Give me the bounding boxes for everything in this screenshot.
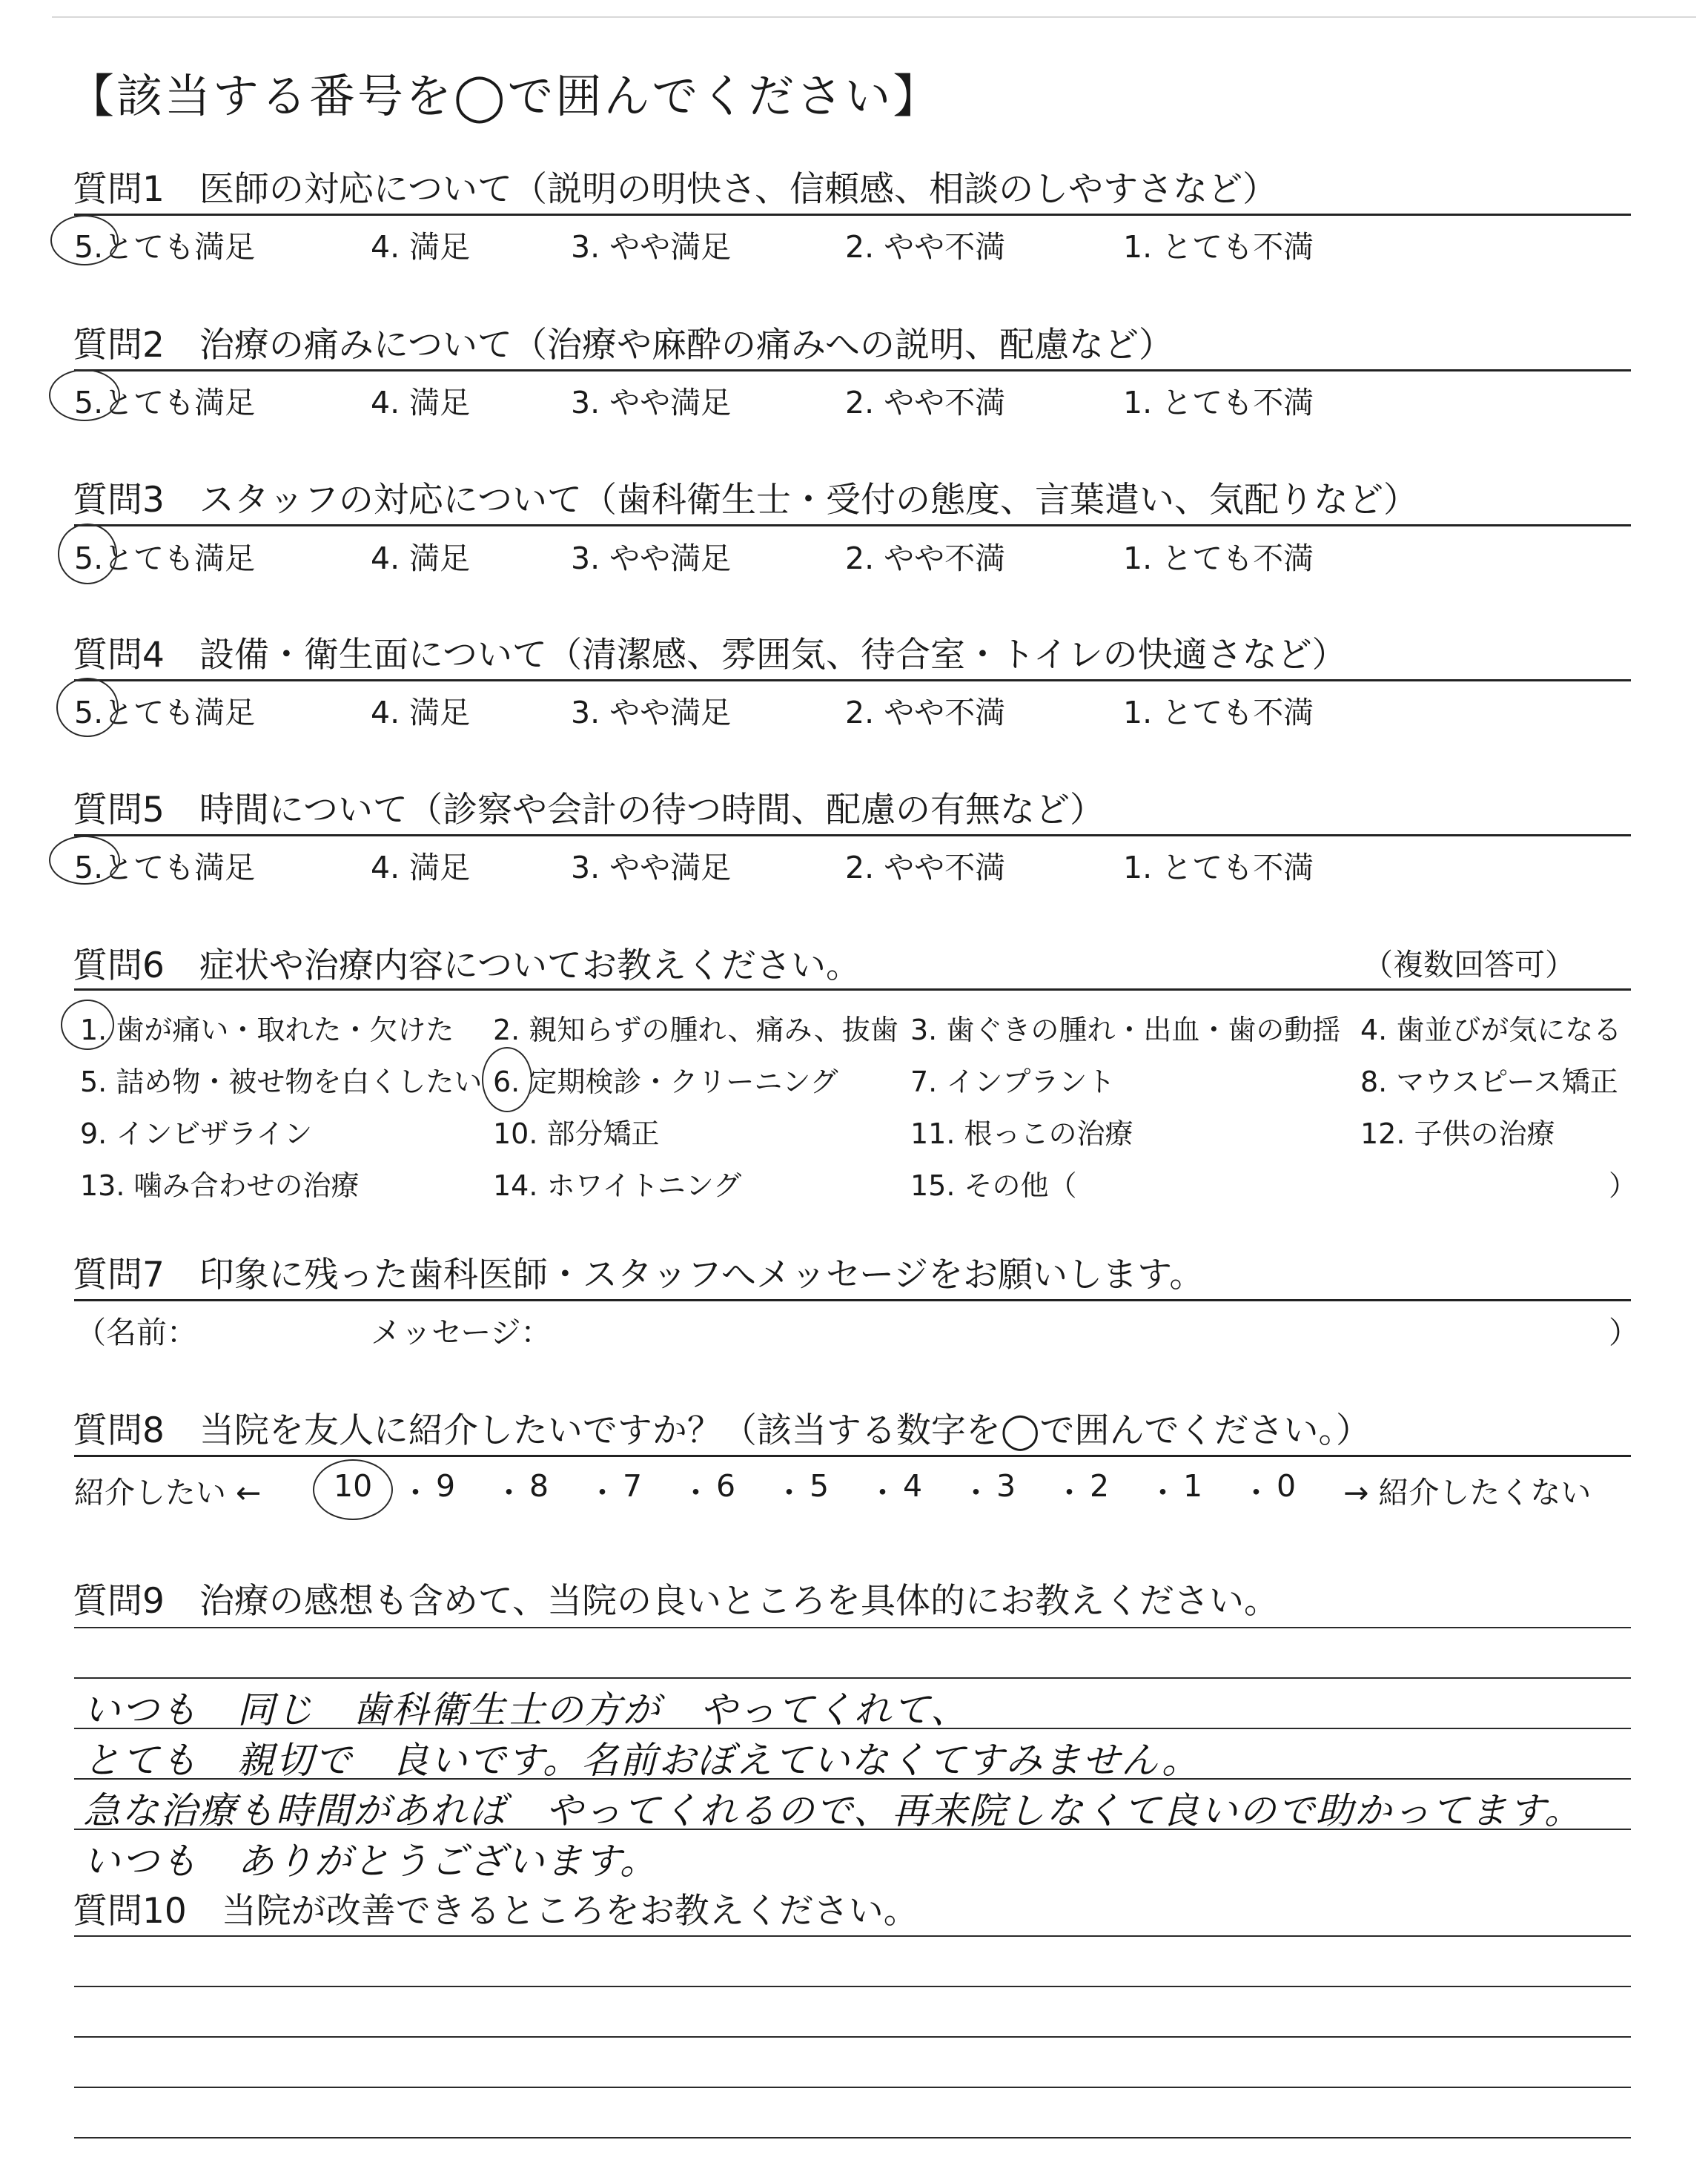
q6-option-10[interactable]: 10. 部分矯正 [493, 1117, 660, 1150]
page-top-border [52, 16, 1696, 18]
question-2-rule [74, 369, 1631, 371]
q7-name-label: （名前： [76, 1315, 197, 1350]
q6-option-11[interactable]: 11. 根っこの治療 [910, 1117, 1133, 1150]
q8-value-0[interactable]: 0 [1277, 1468, 1297, 1504]
q4-option-2[interactable]: 2. やや不満 [845, 695, 1006, 730]
q8-value-10[interactable]: 10 [334, 1468, 373, 1504]
q6-option-2[interactable]: 2. 親知らずの腫れ、痛み、抜歯 [493, 1014, 898, 1046]
q3-option-1[interactable]: 1. とても不満 [1123, 541, 1314, 576]
q1-option-4[interactable]: 4. 満足 [371, 229, 471, 265]
q9-handwritten-line-1: いつも 同じ 歯科衛生士の方が やってくれて、 [83, 1688, 969, 1731]
q6-option-1[interactable]: 1. 歯が痛い・取れた・欠けた [80, 1014, 454, 1046]
q8-dot: ・ [867, 1475, 898, 1510]
q8-dot: ・ [774, 1475, 804, 1510]
q9-answer-line [74, 1677, 1631, 1679]
q6-option-4[interactable]: 4. 歯並びが気になる [1360, 1014, 1622, 1046]
q1-option-2[interactable]: 2. やや不満 [845, 229, 1006, 265]
q10-answer-line [74, 1935, 1631, 1937]
question-7-title: 質問7 印象に残った歯科医師・スタッフへメッセージをお願いします。 [73, 1255, 1205, 1295]
q8-value-4[interactable]: 4 [903, 1468, 923, 1504]
question-6-rule [74, 988, 1631, 991]
q9-handwritten-line-4: いつも ありがとうございます。 [83, 1840, 658, 1883]
q1-option-5[interactable]: 5.とても満足 [74, 229, 256, 265]
question-4-title: 質問4 設備・衛生面について（清潔感、雰囲気、待合室・トイレの快適さなど） [73, 635, 1347, 676]
page-title: 【該当する番号を◯で囲んでください】 [68, 69, 941, 123]
q8-value-2[interactable]: 2 [1090, 1468, 1110, 1504]
q8-value-3[interactable]: 3 [996, 1468, 1016, 1504]
q4-selection-circle [56, 678, 119, 737]
q1-selection-circle [50, 215, 119, 265]
q10-answer-line [74, 2137, 1631, 2138]
q5-option-5[interactable]: 5.とても満足 [74, 850, 256, 885]
question-8-title: 質問8 当院を友人に紹介したいですか？（該当する数字を◯で囲んでください。） [73, 1410, 1371, 1451]
q6-option-13[interactable]: 13. 噛み合わせの治療 [80, 1169, 360, 1202]
question-4-rule [74, 679, 1631, 681]
q3-selection-circle [58, 524, 117, 584]
q6-option-8[interactable]: 8. マウスピース矯正 [1360, 1066, 1618, 1098]
q3-option-4[interactable]: 4. 満足 [371, 541, 471, 576]
q6-row-1 [74, 1007, 1638, 1048]
question-2-options [74, 378, 1631, 423]
q5-selection-circle [49, 836, 120, 885]
q4-option-3[interactable]: 3. やや満足 [571, 695, 732, 730]
question-2-title: 質問2 治療の痛みについて（治療や麻酔の痛みへの説明、配慮など） [73, 325, 1174, 366]
q3-option-3[interactable]: 3. やや満足 [571, 541, 732, 576]
q8-value-1[interactable]: 1 [1183, 1468, 1203, 1504]
q1-option-3[interactable]: 3. やや満足 [571, 229, 732, 265]
question-1-options [74, 222, 1631, 267]
q9-handwritten-line-3: 急な治療も時間があれば やってくれるので、再来院しなくて良いので助かってます。 [83, 1789, 1583, 1832]
q9-answer-line [74, 1627, 1631, 1628]
q2-option-2[interactable]: 2. やや不満 [845, 385, 1006, 420]
q10-answer-line [74, 2087, 1631, 2088]
q6-row-3 [74, 1111, 1638, 1152]
q5-option-1[interactable]: 1. とても不満 [1123, 850, 1314, 885]
question-7-rule [74, 1299, 1631, 1301]
question-3-options [74, 534, 1631, 578]
q2-selection-circle [49, 369, 120, 421]
question-6-title: 質問6 症状や治療内容についてお教えください。 [73, 945, 861, 986]
q8-value-6[interactable]: 6 [716, 1468, 736, 1504]
q5-option-4[interactable]: 4. 満足 [371, 850, 471, 885]
q3-option-2[interactable]: 2. やや不満 [845, 541, 1006, 576]
q6-option-3[interactable]: 3. 歯ぐきの腫れ・出血・歯の動揺 [910, 1014, 1341, 1046]
q6-option-14[interactable]: 14. ホワイトニング [493, 1169, 742, 1202]
q2-option-3[interactable]: 3. やや満足 [571, 385, 732, 420]
q8-dot: ・ [961, 1475, 991, 1510]
q5-option-3[interactable]: 3. やや満足 [571, 850, 732, 885]
q8-selection-circle [313, 1459, 393, 1520]
q2-option-5[interactable]: 5.とても満足 [74, 385, 256, 420]
q4-option-1[interactable]: 1. とても不満 [1123, 695, 1314, 730]
q6-option-12[interactable]: 12. 子供の治療 [1360, 1117, 1555, 1150]
q8-value-7[interactable]: 7 [623, 1468, 643, 1504]
q8-dot: ・ [494, 1475, 524, 1510]
q8-dot: ・ [1241, 1475, 1271, 1510]
question-3-rule [74, 524, 1631, 526]
q4-option-4[interactable]: 4. 満足 [371, 695, 471, 730]
question-9-title: 質問9 治療の感想も含めて、当院の良いところを具体的にお教えください。 [73, 1581, 1279, 1622]
q8-left-label: 紹介したい ← [74, 1475, 262, 1510]
q10-answer-line [74, 2036, 1631, 2038]
q10-answer-line [74, 1986, 1631, 1987]
q6-selection-circle-6 [482, 1047, 532, 1112]
question-10-title: 質問10 当院が改善できるところをお教えください。 [73, 1891, 918, 1932]
q8-dot: ・ [587, 1475, 618, 1510]
q8-dot: ・ [400, 1475, 431, 1510]
q8-dot: ・ [1054, 1475, 1085, 1510]
q7-message-label: メッセージ： [371, 1315, 552, 1350]
question-8-rule [74, 1455, 1631, 1457]
q2-option-4[interactable]: 4. 満足 [371, 385, 471, 420]
q7-close-paren: ） [1609, 1315, 1639, 1350]
q6-option-6[interactable]: 6. 定期検診・クリーニング [493, 1066, 838, 1098]
question-6-multiple-note: （複数回答可） [1363, 947, 1575, 982]
q6-selection-circle-1 [61, 1000, 114, 1050]
question-5-options [74, 843, 1631, 888]
question-5-rule [74, 834, 1631, 836]
q8-dot: ・ [681, 1475, 711, 1510]
q8-recommend-scale [74, 1468, 1638, 1513]
q3-option-5[interactable]: 5.とても満足 [74, 541, 256, 576]
q6-option-9[interactable]: 9. インビザライン [80, 1117, 313, 1150]
q8-right-label: → 紹介したくない [1343, 1475, 1592, 1510]
q6-row-2 [74, 1059, 1638, 1100]
q4-option-5[interactable]: 5.とても満足 [74, 695, 256, 730]
question-1-title: 質問1 医師の対応について（説明の明快さ、信頼感、相談のしやすさなど） [73, 169, 1278, 210]
q5-option-2[interactable]: 2. やや不満 [845, 850, 1006, 885]
question-1-rule [74, 214, 1631, 216]
q6-row-4 [74, 1163, 1638, 1204]
q8-value-5[interactable]: 5 [810, 1468, 830, 1504]
question-4-options [74, 688, 1631, 733]
q9-handwritten-line-2: とても 親切で 良いです。名前おぼえていなくてすみません。 [83, 1739, 1200, 1782]
q6-option-7[interactable]: 7. インプラント [910, 1066, 1116, 1098]
q8-value-9[interactable]: 9 [436, 1468, 456, 1504]
q8-value-8[interactable]: 8 [529, 1468, 549, 1504]
q1-option-1[interactable]: 1. とても不満 [1123, 229, 1314, 265]
q6-option-15-close: ） [1609, 1169, 1638, 1202]
q6-option-15[interactable]: 15. その他（ [910, 1169, 1077, 1202]
q2-option-1[interactable]: 1. とても不満 [1123, 385, 1314, 420]
q6-option-5[interactable]: 5. 詰め物・被せ物を白くしたい [80, 1066, 483, 1098]
question-5-title: 質問5 時間について（診察や会計の待つ時間、配慮の有無など） [73, 790, 1105, 830]
question-3-title: 質問3 スタッフの対応について（歯科衛生士・受付の態度、言葉遣い、気配りなど） [73, 480, 1418, 521]
q8-dot: ・ [1148, 1475, 1178, 1510]
